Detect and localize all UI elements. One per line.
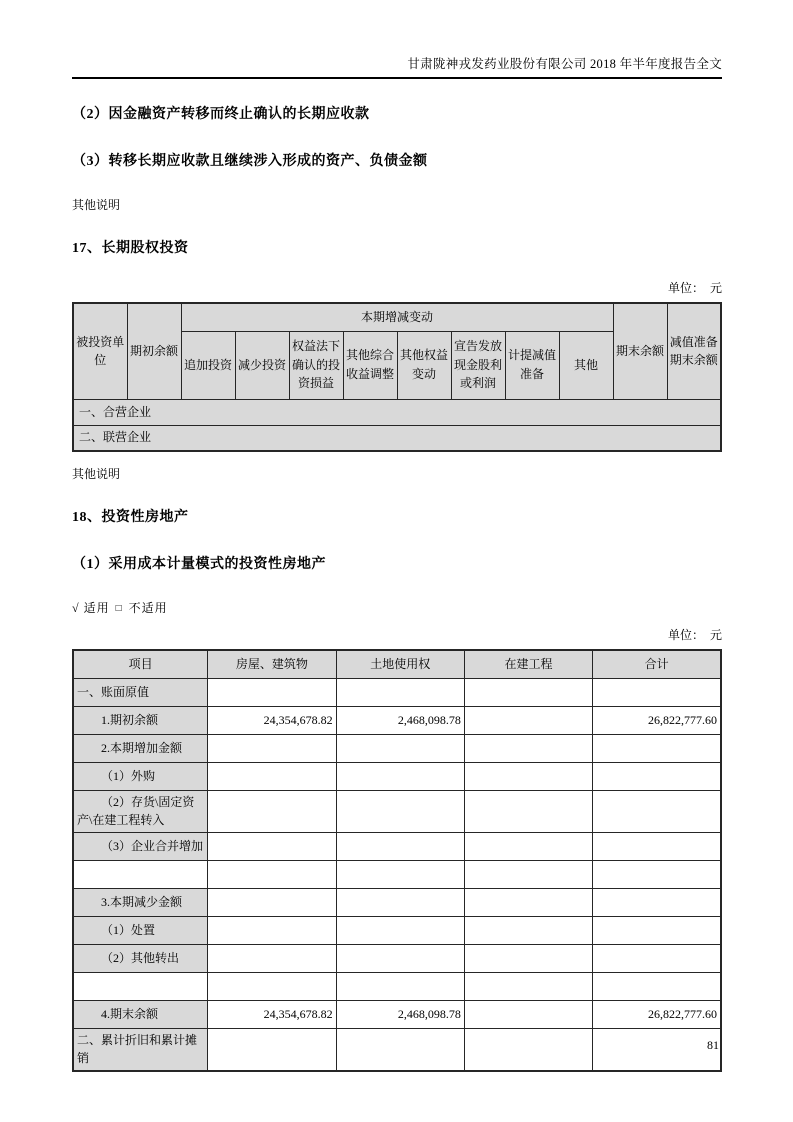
value-cell [464,944,592,972]
value-cell [593,916,721,944]
value-cell [208,734,336,762]
value-cell: 24,354,678.82 [208,706,336,734]
value-cell [593,888,721,916]
value-cell [336,678,464,706]
value-cell [208,916,336,944]
value-cell: 24,354,678.82 [208,1000,336,1028]
not-applicable-label: 不适用 [128,601,168,615]
row-label-cell [73,972,208,1000]
row-label-cell: 二、累计折旧和累计摊销 [73,1028,208,1071]
t2-header-row [73,650,721,678]
value-cell [593,734,721,762]
table-row [73,762,721,790]
table-row [73,1000,721,1028]
value-cell [464,706,592,734]
t1-row-joint-ventures: 一、合营企业 [73,399,721,425]
value-cell [593,860,721,888]
table-row [73,706,721,734]
t2-header-total: 合计 [593,650,721,678]
t1-subheader-impairment-provision: 计提减值准备 [505,331,559,399]
value-cell: 26,822,777.60 [593,1000,721,1028]
value-cell [336,888,464,916]
t1-row-associates: 二、联营企业 [73,425,721,451]
section-heading-18-1: （1）采用成本计量模式的投资性房地产 [72,557,326,572]
value-cell [208,860,336,888]
value-cell [593,972,721,1000]
value-cell [464,916,592,944]
t2-header-land-use-rights: 土地使用权 [336,650,464,678]
value-cell [593,678,721,706]
value-cell [336,860,464,888]
t1-subheader-declared-dividend: 宣告发放现金股利或利润 [451,331,505,399]
t1-header-impairment-closing: 减值准备期末余额 [667,303,721,399]
row-label-cell: （1）处置 [73,916,208,944]
value-cell: 2,468,098.78 [336,706,464,734]
row-label-cell: （2）存货\固定资产\在建工程转入 [73,790,208,832]
value-cell [336,916,464,944]
table-row [73,1028,721,1071]
value-cell [593,790,721,832]
value-cell [336,734,464,762]
value-cell [593,762,721,790]
table-row [73,832,721,860]
row-label-cell [73,860,208,888]
table-row [73,678,721,706]
t1-subheader-reduced-investment: 减少投资 [235,331,289,399]
value-cell [208,832,336,860]
unit-label-2: 单位： 元 [667,628,722,642]
value-cell [464,734,592,762]
section-heading-17: 17、长期股权投资 [72,241,189,256]
value-cell [464,972,592,1000]
table-row [73,944,721,972]
value-cell [208,1028,336,1071]
row-label-cell: 2.本期增加金额 [73,734,208,762]
value-cell [336,790,464,832]
row-label-cell: 1.期初余额 [73,706,208,734]
table-row [73,916,721,944]
unit-label-1: 单位： 元 [667,281,722,295]
t1-header-row-1 [73,303,721,331]
row-label-cell: 3.本期减少金额 [73,888,208,916]
t1-subheader-additional-investment: 追加投资 [181,331,235,399]
value-cell [208,790,336,832]
investment-property-table [72,649,722,1072]
t1-header-closing-balance: 期末余额 [613,303,667,399]
table-row [73,860,721,888]
row-label-cell: （2）其他转出 [73,944,208,972]
section-heading-2: （2）因金融资产转移而终止确认的长期应收款 [72,107,370,122]
value-cell [464,678,592,706]
value-cell [593,1028,721,1071]
t1-header-period-change: 本期增减变动 [181,303,613,331]
other-note-1: 其他说明 [72,198,121,212]
value-cell [464,790,592,832]
table-row [73,790,721,832]
value-cell [208,762,336,790]
check-mark-icon: √ [72,601,80,615]
value-cell [208,678,336,706]
value-cell: 2,468,098.78 [336,1000,464,1028]
t1-subheader-oci-adjustment: 其他综合收益调整 [343,331,397,399]
t2-header-item: 项目 [73,650,208,678]
applicable-selector-line [72,599,722,616]
value-cell [208,972,336,1000]
table-row [73,888,721,916]
t1-subheader-other: 其他 [559,331,613,399]
checkbox-icon: □ [115,603,123,614]
value-cell [593,944,721,972]
table-row [73,399,721,425]
t1-header-investee: 被投资单位 [73,303,127,399]
value-cell [336,944,464,972]
value-cell [464,860,592,888]
t2-header-construction-in-progress: 在建工程 [464,650,592,678]
value-cell [336,832,464,860]
t2-header-buildings: 房屋、建筑物 [208,650,336,678]
value-cell [336,972,464,1000]
value-cell [464,832,592,860]
page-number: 81 [707,1038,719,1052]
report-header-title: 甘肃陇神戎发药业股份有限公司 2018 年半年度报告全文 [72,54,722,79]
row-label-cell: 一、账面原值 [73,678,208,706]
value-cell [593,832,721,860]
value-cell [464,1028,592,1071]
value-cell [336,762,464,790]
row-label-cell: （1）外购 [73,762,208,790]
value-cell [464,1000,592,1028]
t1-subheader-equity-method-gain: 权益法下确认的投资损益 [289,331,343,399]
value-cell [336,1028,464,1071]
table-row [73,972,721,1000]
applicable-label: 适用 [83,601,110,615]
value-cell [464,762,592,790]
row-label-cell: 4.期末余额 [73,1000,208,1028]
value-cell [208,944,336,972]
table-row [73,425,721,451]
section-heading-18: 18、投资性房地产 [72,510,189,525]
long-term-equity-investment-table [72,302,722,452]
row-label-cell: （3）企业合并增加 [73,832,208,860]
section-heading-3: （3）转移长期应收款且继续涉入形成的资产、负债金额 [72,154,428,169]
table-row [73,734,721,762]
value-cell [464,888,592,916]
value-cell [208,888,336,916]
value-cell: 26,822,777.60 [593,706,721,734]
other-note-2: 其他说明 [72,467,121,481]
t1-header-opening-balance: 期初余额 [127,303,181,399]
t1-subheader-other-equity-change: 其他权益变动 [397,331,451,399]
